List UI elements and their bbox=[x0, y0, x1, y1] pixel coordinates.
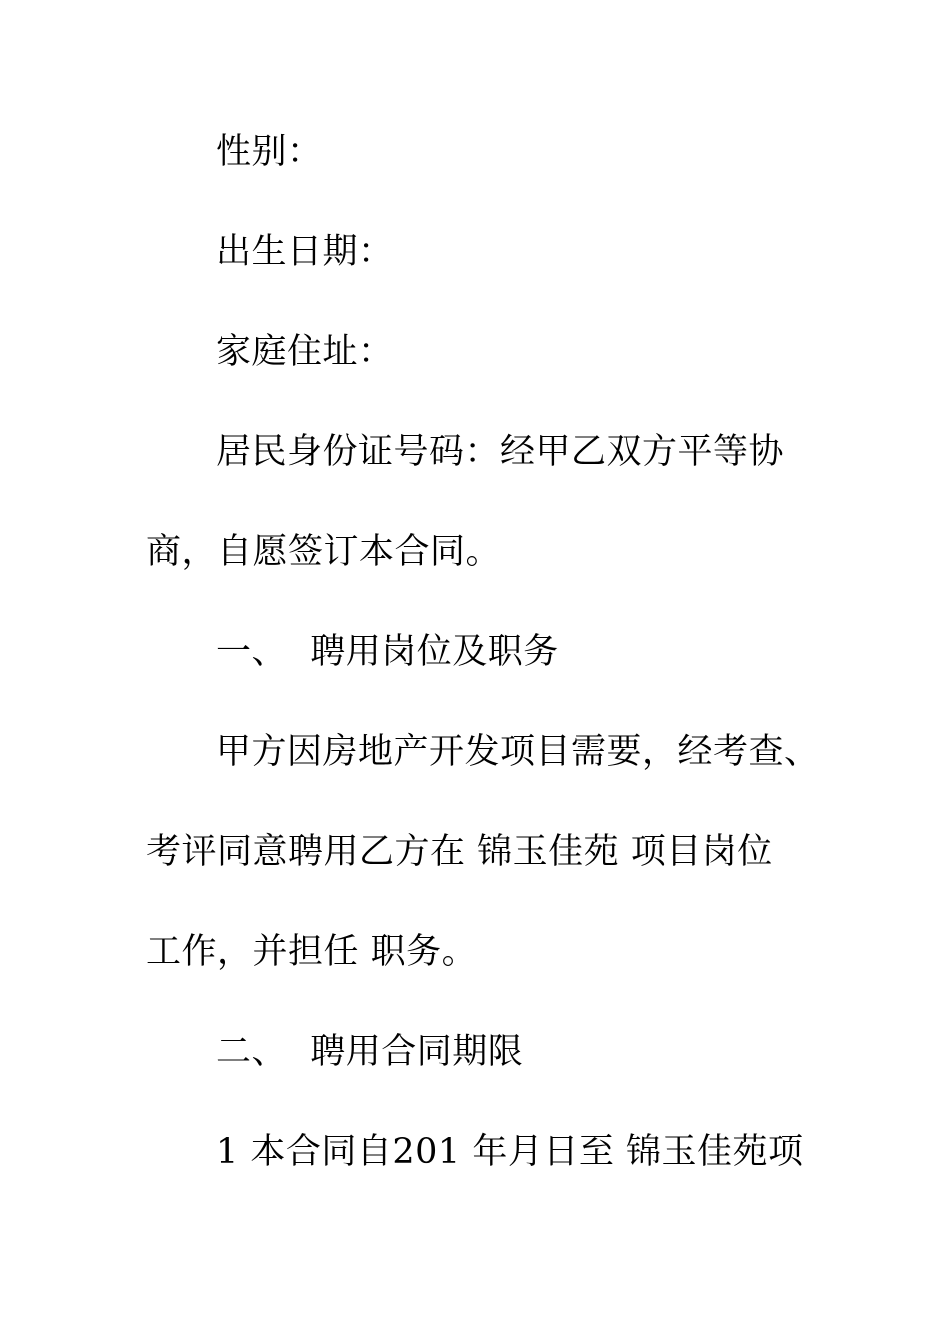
field-home-address: 家庭住址： bbox=[216, 332, 394, 372]
paragraph-section-1-line-3: 工作，并担任 职务。 bbox=[146, 932, 478, 972]
field-birth-date: 出生日期： bbox=[216, 232, 394, 272]
paragraph-section-2-line-1: 1 本合同自201 年月日至 锦玉佳苑项 bbox=[216, 1132, 804, 1172]
paragraph-section-1-line-1: 甲方因房地产开发项目需要，经考查、 bbox=[216, 732, 820, 772]
paragraph-id-number-line-2: 商，自愿签订本合同。 bbox=[146, 532, 502, 572]
section-heading-1: 一、 聘用岗位及职务 bbox=[216, 632, 559, 672]
section-heading-2: 二、 聘用合同期限 bbox=[216, 1032, 524, 1072]
paragraph-section-1-line-2: 考评同意聘用乙方在 锦玉佳苑 项目岗位 bbox=[146, 832, 773, 872]
paragraph-id-number-line-1: 居民身份证号码：经甲乙双方平等协 bbox=[216, 432, 785, 472]
field-gender: 性别： bbox=[216, 132, 323, 172]
